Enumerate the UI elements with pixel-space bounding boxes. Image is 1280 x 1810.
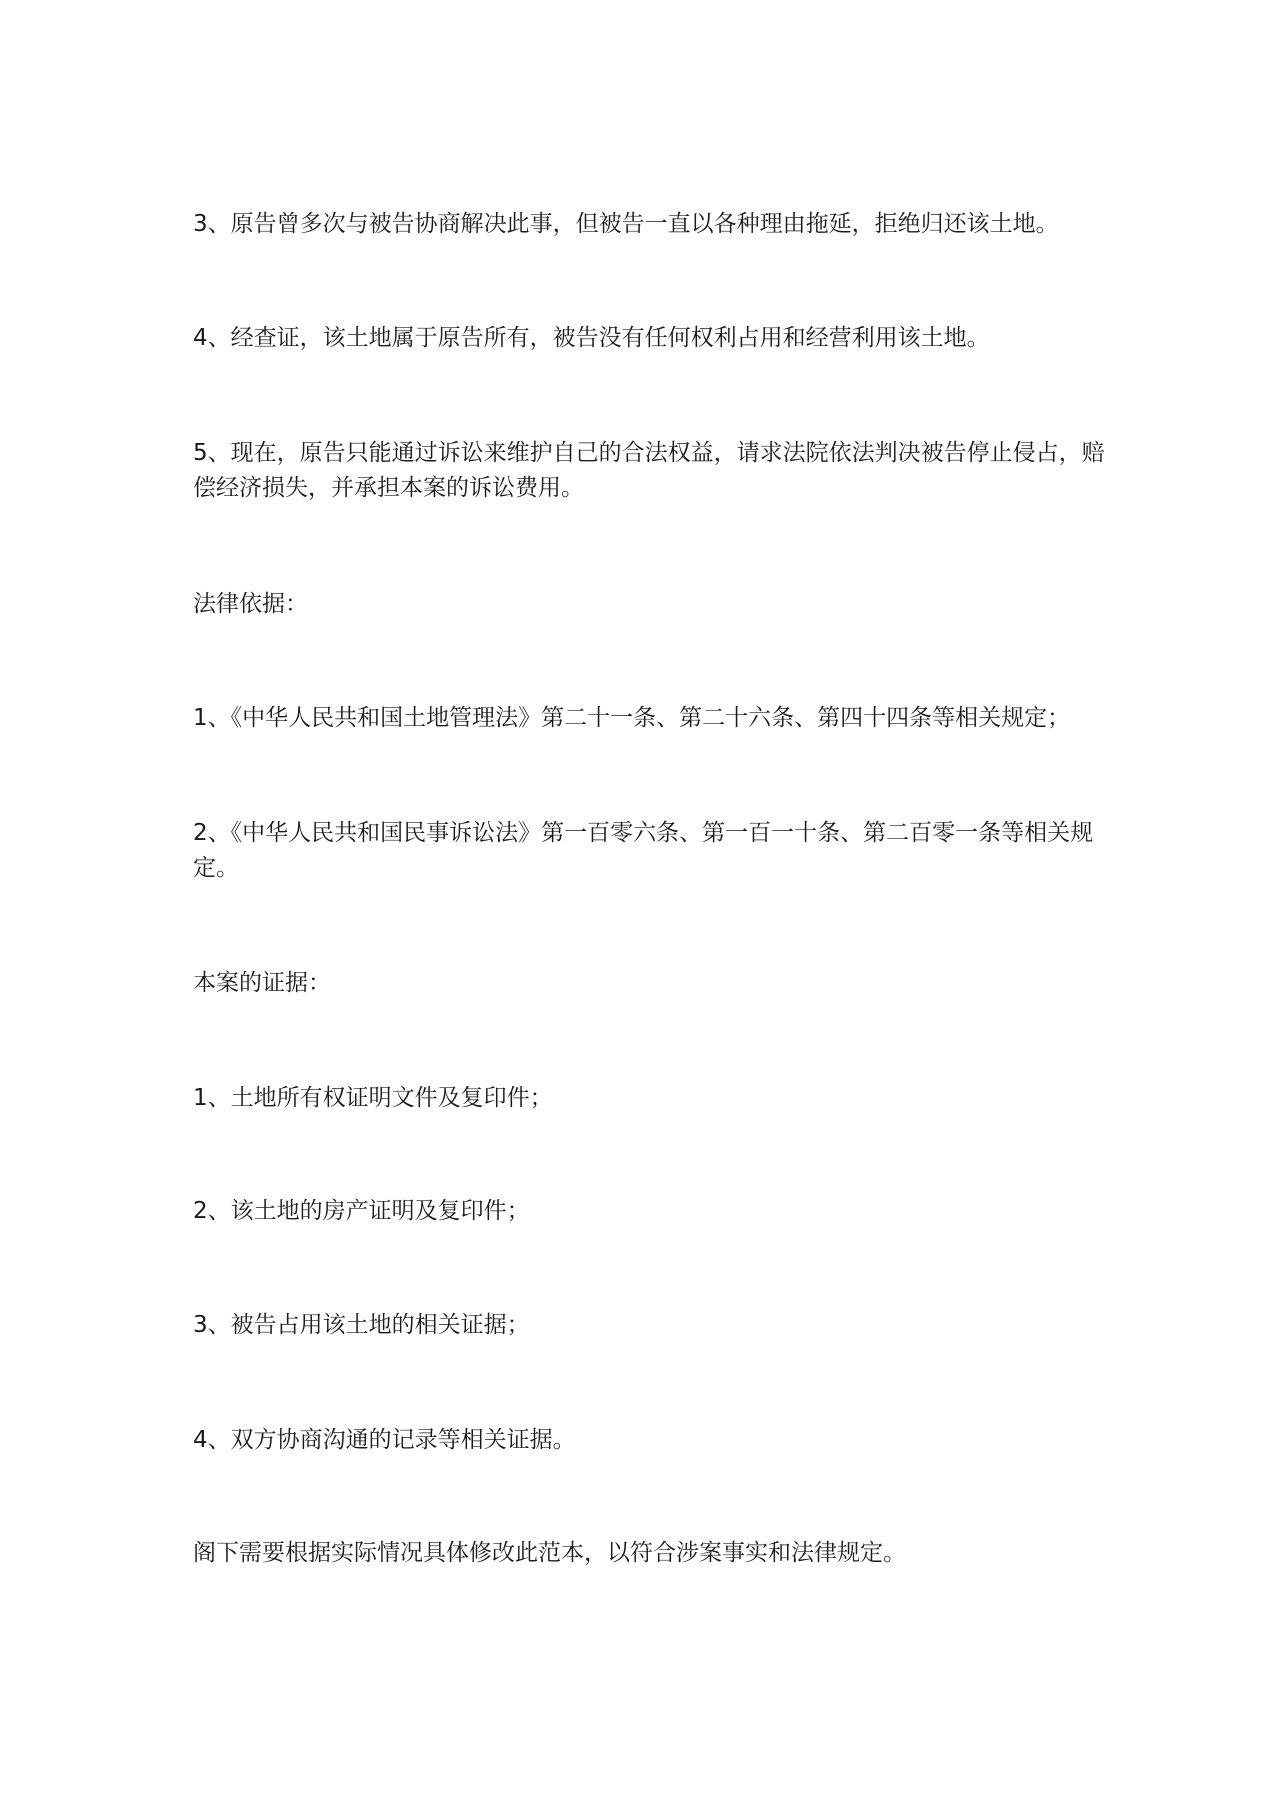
paragraph-evidence-4: 4、双方协商沟通的记录等相关证据。 [193,1427,576,1453]
paragraph-law-1: 1、《中华人民共和国土地管理法》第二十一条、第二十六条、第四十四条等相关规定； [193,705,1071,731]
paragraph-evidence-1: 1、土地所有权证明文件及复印件； [193,1085,553,1111]
paragraph-fact-4: 4、经查证，该土地属于原告所有，被告没有任何权利占用和经营利用该土地。 [193,325,990,351]
paragraph-evidence-2: 2、该土地的房产证明及复印件； [193,1198,530,1224]
section-heading-evidence: 本案的证据： [193,970,331,996]
paragraph-law-2: 2、《中华人民共和国民事诉讼法》第一百零六条、第一百一十条、第二百零一条等相关规定。 [193,820,1094,881]
paragraph-closing-note: 阁下需要根据实际情况具体修改此范本，以符合涉案事实和法律规定。 [193,1540,906,1566]
paragraph-evidence-3: 3、被告占用该土地的相关证据； [193,1312,530,1338]
paragraph-fact-5: 5、现在，原告只能通过诉讼来维护自己的合法权益，请求法院依法判决被告停止侵占，赔偿经济损失，并承担本案的诉讼费用。 [193,440,1105,501]
section-heading-legal-basis: 法律依据： [193,591,308,617]
paragraph-fact-3: 3、原告曾多次与被告协商解决此事，但被告一直以各种理由拖延，拒绝归还该土地。 [193,211,1059,237]
